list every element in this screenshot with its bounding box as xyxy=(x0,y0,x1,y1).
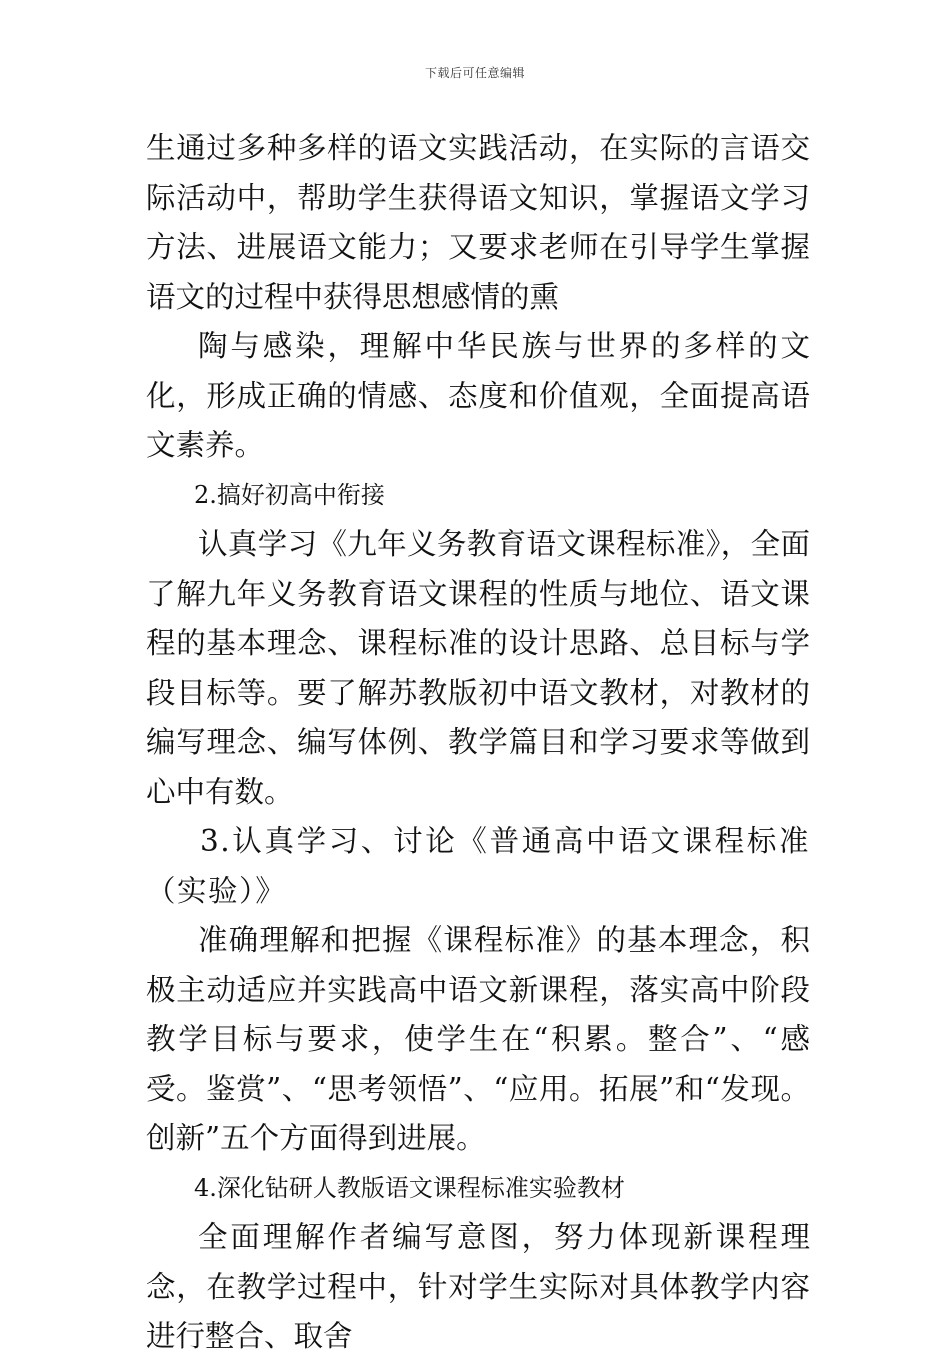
paragraph-values: 陶与感染，理解中华民族与世界的多样的文化，形成正确的情感、态度和价值观，全面提高语文素养。 xyxy=(146,329,810,462)
section-heading-3: 3.认真学习、讨论《普通高中语文课程标准（实验）》 xyxy=(146,824,810,908)
document-body xyxy=(146,124,810,1362)
section-heading-4: 4.深化钻研人教版语文课程标准实验教材 xyxy=(194,1173,625,1202)
paragraph-junior-senior-link: 认真学习《九年义务教育语文课程标准》，全面了解九年义务教育语文课程的性质与地位、语文课程的基本理念、课程标准的设计思路、总目标与学段目标等。要了解苏教版初中语文教材，对教材的编写理念、编写体例、教学篇目和学习要求等做到心中有数。 xyxy=(146,527,810,809)
paragraph-textbook-study: 全面理解作者编写意图，努力体现新课程理念，在教学过程中，针对学生实际对具体教学内容进行整合、取舍 xyxy=(146,1220,810,1353)
page-header: 下载后可任意编辑 xyxy=(424,66,525,80)
section-heading-2: 2.搞好初高中衔接 xyxy=(194,480,385,509)
paragraph-curriculum-standard: 准确理解和把握《课程标准》的基本理念，积极主动适应并实践高中语文新课程，落实高中阶段教学目标与要求，使学生在“积累。整合”、“感受。鉴赏”、“思考领悟”、“应用。拓展”和“发现。创新”五个方面得到进展。 xyxy=(146,923,810,1155)
paragraph-continuation: 生通过多种多样的语文实践活动，在实际的言语交际活动中，帮助学生获得语文知识，掌握语文学习方法、进展语文能力；又要求老师在引导学生掌握语文的过程中获得思想感情的熏 xyxy=(146,131,810,314)
